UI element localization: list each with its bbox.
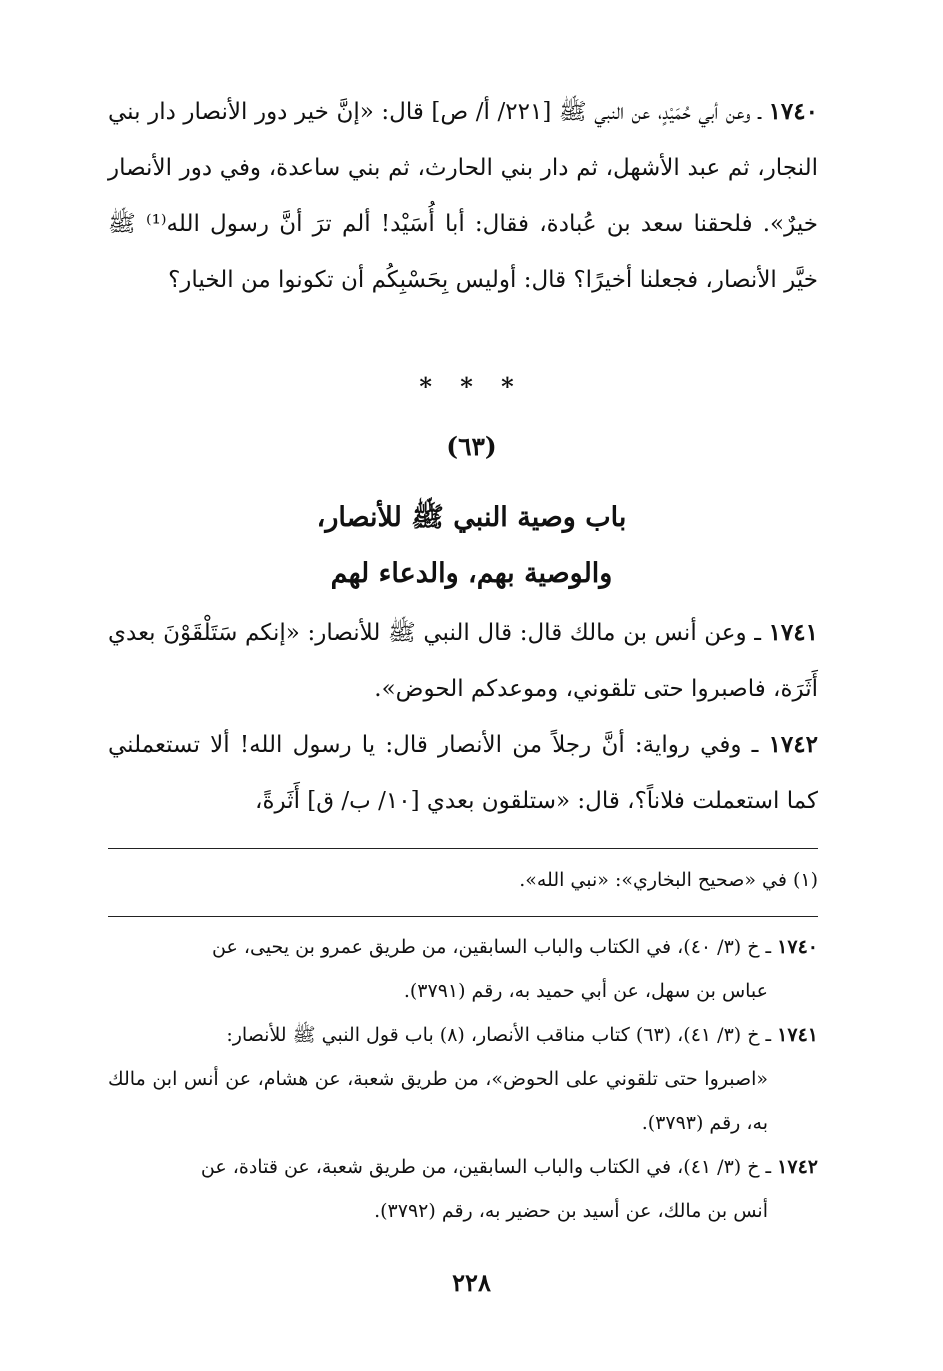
chapter-number: (٦٣) <box>446 432 497 461</box>
footnote-1741 <box>108 1013 818 1145</box>
footnote-text: ـ خ (٣/ ٤١)، (٦٣) كتاب مناقب الأنصار، (٨) باب قول النبي ﷺ للأنصار: <box>226 1024 778 1046</box>
section-separator: * * * <box>419 372 524 401</box>
note-divider <box>108 848 818 849</box>
hadith-1740-block <box>108 84 818 308</box>
footnote-divider <box>108 916 818 917</box>
footnote-1740 <box>108 925 818 1013</box>
hadith-text: ـ وفي رواية: أنَّ رجلاً من الأنصار قال: يا رسول الله! ألا تستعملني كما استعملت فلاناً؟، قال: «ستلقون بعدي [١٠/ ب/ ق] أَثَرةً، <box>108 732 818 814</box>
hadith-1741 <box>108 605 818 717</box>
footnote-ref: ١٧٤٠ <box>777 936 818 958</box>
variant-note: (١) في «صحيح البخاري»: «نبي الله». <box>519 869 818 891</box>
hadith-1740 <box>108 84 818 308</box>
chapter-title <box>0 490 943 602</box>
footnote-text: ـ خ (٣/ ٤٠)، في الكتاب والباب السابقين، من طريق عمرو بن يحيى، عن <box>212 936 778 958</box>
hadith-1742 <box>108 717 818 829</box>
hadith-number: ١٧٤٢ <box>768 731 818 758</box>
footnote-continuation: «اصبروا حتى تلقوني على الحوض»، من طريق شعبة، عن هشام، عن أنس ابن مالك به، رقم (٣٧٩٣). <box>108 1068 768 1134</box>
footnote-1742 <box>108 1145 818 1233</box>
footnotes <box>108 925 818 1233</box>
chapter-title-line-1: باب وصية النبي ﷺ للأنصار، <box>316 502 627 533</box>
footnote-continuation: عباس بن سهل، عن أبي حميد به، رقم (٣٧٩١). <box>403 980 768 1002</box>
footnote-continuation: أنس بن مالك، عن أسيد بن حضير به، رقم (٣٧٩٢). <box>374 1200 768 1222</box>
hadith-text: ـ وعن أنس بن مالك قال: قال النبي ﷺ للأنصار: «إنكم سَتَلْقَوْنَ بعدي أَثَرَة، فاصبروا حتى تلقوني، وموعدكم الحوض». <box>108 620 818 702</box>
page-number: ٢٢٨ <box>452 1268 491 1297</box>
footnote-ref: ١٧٤١ <box>777 1024 818 1046</box>
hadith-number: ١٧٤٠ <box>768 98 818 125</box>
hadith-number: ١٧٤١ <box>768 619 818 646</box>
chapter-title-line-2: والوصية بهم، والدعاء لهم <box>330 558 613 589</box>
hadith-text: ـ وعن أبي حُمَيْدٍ، عن النبي ﷺ [٢٢١/ أ/ ص] قال: «إنَّ خير دور الأنصار دار بني النجار، ثم عبد الأشهل، ثم دار بني الحارث، ثم بني ساعدة، وفي دور الأنصار خيرٌ». فلحقنا سعد بن عُبادة، فقال: أبا أُسَيْد! ألم ترَ أنَّ رسول الله⁽¹⁾ ﷺ خيَّر الأنصار، فجعلنا أخيرًا؟ قال: أوليس بِحَسْبِكُم أن تكونوا من الخيار؟ <box>108 99 818 293</box>
hadith-1741-1742-block <box>108 605 818 829</box>
footnote-text: ـ خ (٣/ ٤١)، في الكتاب والباب السابقين، من طريق شعبة، عن قتادة، عن <box>200 1156 778 1178</box>
footnote-ref: ١٧٤٢ <box>777 1156 818 1178</box>
